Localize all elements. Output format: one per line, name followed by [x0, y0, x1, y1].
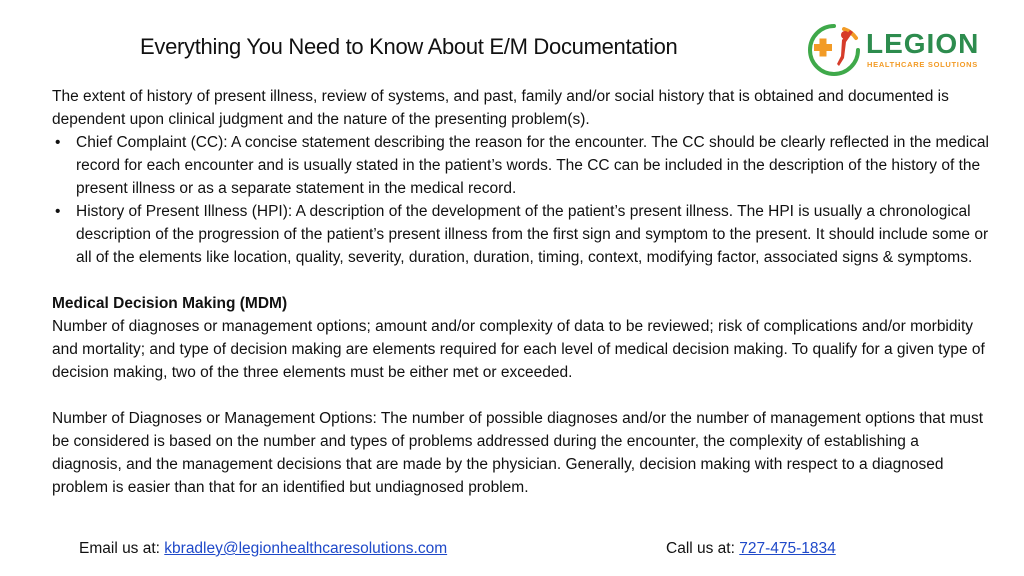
email-link[interactable]: kbradley@legionhealthcaresolutions.com	[164, 540, 448, 557]
list-item-text: History of Present Illness (HPI): A description of the development of the patient’s present illness. The HPI is usually a chronological description of the progression of the patient’s present illness from the first sign and symptom to the present. It should include some or all of the elements like location, quality, severity, duration, duration, timing, context, modifying factor, associated signs & symptoms.	[76, 203, 989, 266]
bullet-icon: •	[55, 134, 61, 151]
list-item-chief-complaint	[52, 131, 992, 200]
phone-contact	[666, 540, 836, 558]
email-contact	[79, 540, 447, 558]
logo-subtitle: HEALTHCARE SOLUTIONS	[867, 60, 978, 69]
main-content	[52, 85, 992, 499]
list-item-text: Chief Complaint (CC): A concise statement describing the reason for the encounter. The CC should be clearly reflected in the medical record for each encounter and is usually stated in the patient’s words. The CC can be included in the description of the history of the present illness or as a separate statement in the medical record.	[76, 134, 989, 197]
bullet-icon: •	[55, 203, 61, 220]
list-item-hpi	[52, 200, 992, 269]
intro-paragraph: The extent of history of present illness, review of systems, and past, family and/or social history that is obtained and documented is dependent upon clinical judgment and the nature of the presenting problem(s).	[52, 88, 949, 128]
mdm-paragraph: Number of diagnoses or management options; amount and/or complexity of data to be reviewed; risk of complications and/or morbidity and mortality; and type of decision making are elements required for each level of medical decision making. To qualify for a given type of decision making, two of the three elements must be either met or exceeded.	[52, 318, 985, 381]
page-title: Everything You Need to Know About E/M Documentation	[140, 34, 678, 59]
company-logo	[804, 20, 984, 80]
diagnoses-paragraph: Number of Diagnoses or Management Options: The number of possible diagnoses and/or the number of management options that must be considered is based on the number and types of problems addressed during the encounter, the complexity of establishing a diagnosis, and the management decisions that are made by the physician. Generally, decision making with respect to a diagnosed problem is easier than that for an identified but undiagnosed problem.	[52, 410, 984, 496]
phone-link[interactable]: 727-475-1834	[739, 540, 836, 557]
mdm-heading: Medical Decision Making (MDM)	[52, 295, 288, 312]
bullet-list	[52, 131, 992, 269]
logo-wordmark: LEGION	[866, 28, 980, 59]
phone-label: Call us at:	[666, 540, 740, 557]
legion-emblem-icon	[804, 20, 866, 80]
email-label: Email us at:	[79, 540, 165, 557]
